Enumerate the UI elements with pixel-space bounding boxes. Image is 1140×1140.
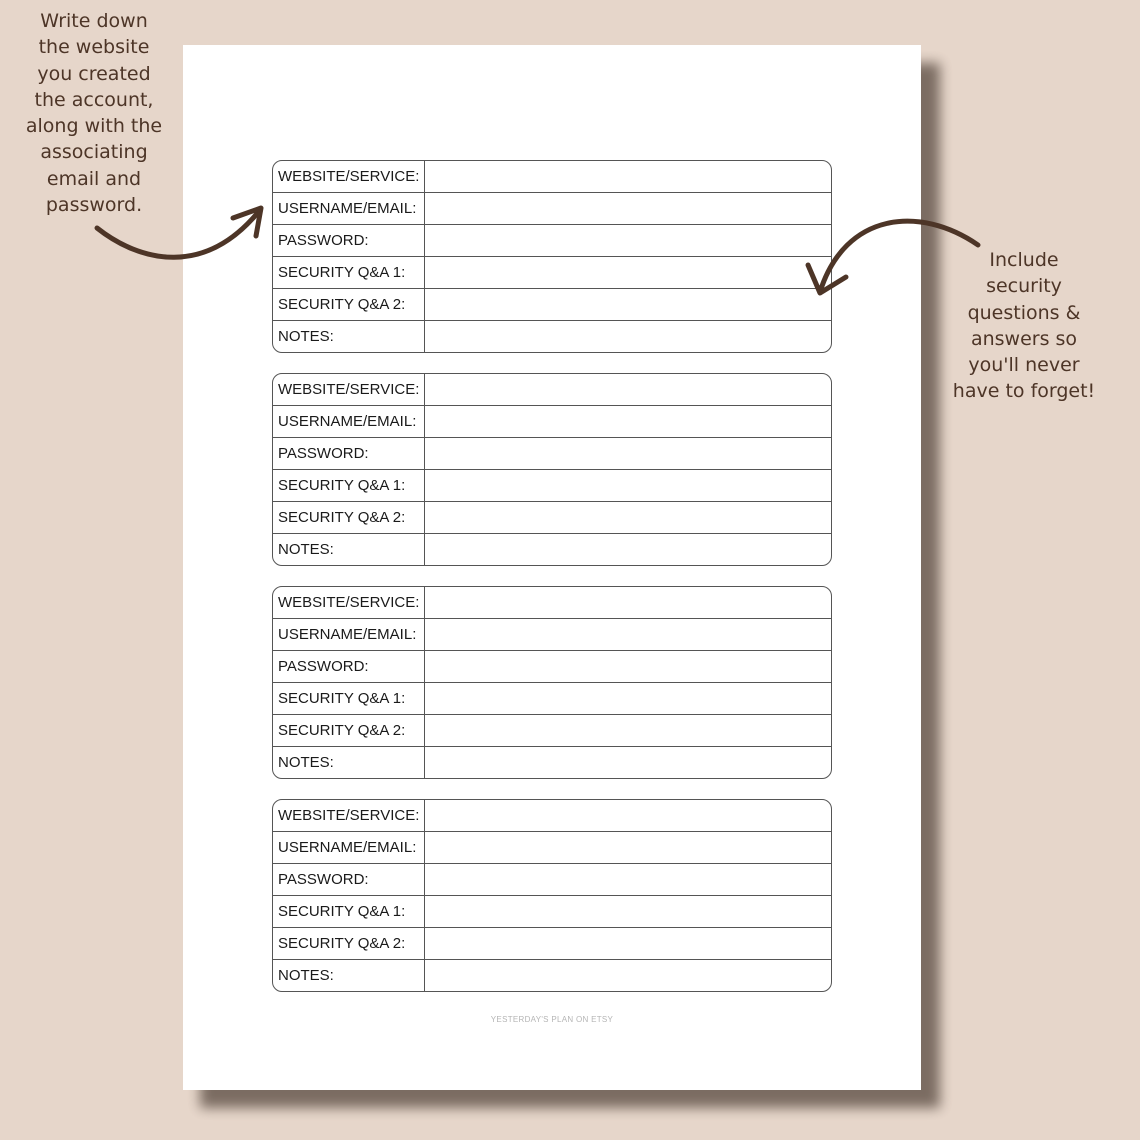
row-label-notes: NOTES: — [273, 321, 425, 352]
entry-row — [273, 161, 831, 192]
row-label-website: WEBSITE/SERVICE: — [273, 374, 425, 405]
password-entry-3 — [272, 586, 832, 779]
row-label-notes: NOTES: — [273, 747, 425, 778]
row-value-notes[interactable] — [425, 960, 831, 991]
entry-row — [273, 256, 831, 288]
entry-row — [273, 714, 831, 746]
entry-row — [273, 374, 831, 405]
row-label-password: PASSWORD: — [273, 438, 425, 469]
row-label-notes: NOTES: — [273, 534, 425, 565]
row-label-security-2: SECURITY Q&A 2: — [273, 928, 425, 959]
row-label-website: WEBSITE/SERVICE: — [273, 161, 425, 192]
entry-row — [273, 618, 831, 650]
entry-row — [273, 650, 831, 682]
row-value-username[interactable] — [425, 193, 831, 224]
row-value-security-1[interactable] — [425, 257, 831, 288]
row-label-website: WEBSITE/SERVICE: — [273, 587, 425, 618]
row-value-username[interactable] — [425, 619, 831, 650]
row-label-username: USERNAME/EMAIL: — [273, 193, 425, 224]
row-value-website[interactable] — [425, 587, 831, 618]
row-value-security-2[interactable] — [425, 928, 831, 959]
row-value-security-1[interactable] — [425, 683, 831, 714]
entry-row — [273, 224, 831, 256]
row-label-security-1: SECURITY Q&A 1: — [273, 257, 425, 288]
annotation-website: Write down the website you created the account, along with the associating email and password. — [25, 10, 163, 217]
row-label-security-2: SECURITY Q&A 2: — [273, 715, 425, 746]
entry-row — [273, 959, 831, 991]
row-label-password: PASSWORD: — [273, 651, 425, 682]
row-label-notes: NOTES: — [273, 960, 425, 991]
row-value-security-2[interactable] — [425, 502, 831, 533]
entry-row — [273, 192, 831, 224]
row-value-security-1[interactable] — [425, 470, 831, 501]
row-value-username[interactable] — [425, 832, 831, 863]
row-value-password[interactable] — [425, 864, 831, 895]
row-value-website[interactable] — [425, 161, 831, 192]
entry-row — [273, 501, 831, 533]
entry-row — [273, 746, 831, 778]
entry-row — [273, 863, 831, 895]
row-label-security-2: SECURITY Q&A 2: — [273, 289, 425, 320]
entry-row — [273, 587, 831, 618]
password-entry-2 — [272, 373, 832, 566]
row-label-password: PASSWORD: — [273, 864, 425, 895]
annotation-security: Include security questions & answers so you'll never have to forget! — [952, 249, 1096, 403]
row-label-security-2: SECURITY Q&A 2: — [273, 502, 425, 533]
entry-row — [273, 469, 831, 501]
entry-row — [273, 437, 831, 469]
entry-row — [273, 288, 831, 320]
row-label-security-1: SECURITY Q&A 1: — [273, 896, 425, 927]
row-value-password[interactable] — [425, 651, 831, 682]
row-label-security-1: SECURITY Q&A 1: — [273, 683, 425, 714]
row-value-notes[interactable] — [425, 747, 831, 778]
row-label-username: USERNAME/EMAIL: — [273, 832, 425, 863]
password-entry-4 — [272, 799, 832, 992]
row-value-website[interactable] — [425, 374, 831, 405]
entry-row — [273, 927, 831, 959]
row-value-username[interactable] — [425, 406, 831, 437]
page-footer: YESTERDAY'S PLAN ON ETSY — [490, 1015, 614, 1024]
row-label-username: USERNAME/EMAIL: — [273, 406, 425, 437]
row-value-website[interactable] — [425, 800, 831, 831]
row-label-security-1: SECURITY Q&A 1: — [273, 470, 425, 501]
row-value-security-2[interactable] — [425, 289, 831, 320]
row-label-password: PASSWORD: — [273, 225, 425, 256]
row-label-website: WEBSITE/SERVICE: — [273, 800, 425, 831]
entry-row — [273, 405, 831, 437]
entry-row — [273, 682, 831, 714]
row-value-password[interactable] — [425, 225, 831, 256]
row-value-security-2[interactable] — [425, 715, 831, 746]
row-value-notes[interactable] — [425, 321, 831, 352]
entry-row — [273, 800, 831, 831]
password-entry-1 — [272, 160, 832, 353]
row-value-security-1[interactable] — [425, 896, 831, 927]
entry-row — [273, 831, 831, 863]
entry-row — [273, 895, 831, 927]
entry-list — [272, 160, 832, 1012]
row-label-username: USERNAME/EMAIL: — [273, 619, 425, 650]
tracker-page — [183, 45, 921, 1090]
entry-row — [273, 533, 831, 565]
row-value-notes[interactable] — [425, 534, 831, 565]
entry-row — [273, 320, 831, 352]
row-value-password[interactable] — [425, 438, 831, 469]
